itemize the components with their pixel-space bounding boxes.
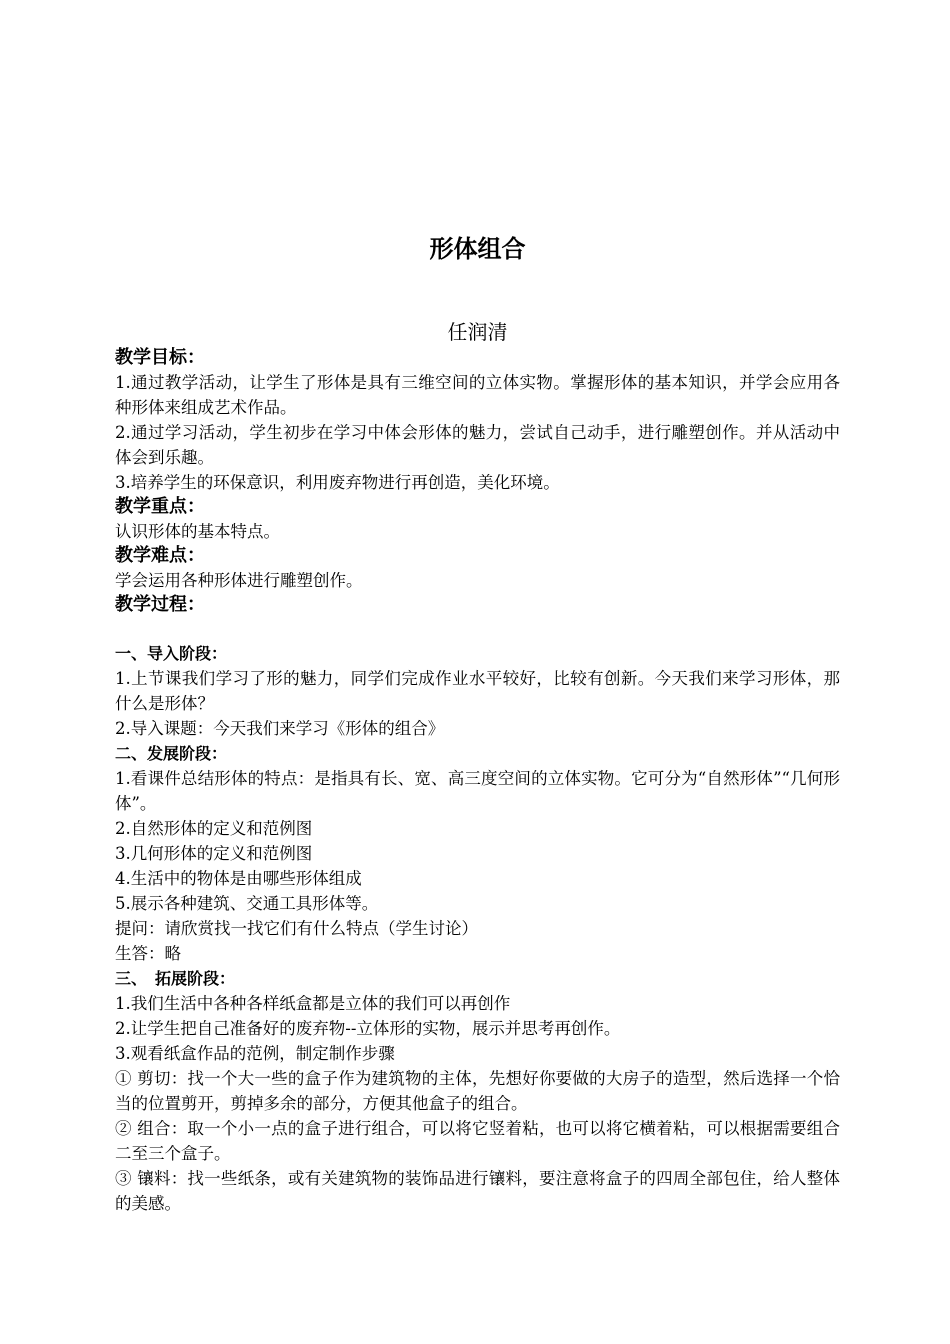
stage2-item: 提问：请欣赏找一找它们有什么特点（学生讨论） xyxy=(115,919,478,938)
stage3-item: ② 组合：取一个小一点的盒子进行组合，可以将它竖着粘，也可以将它横着粘，可以根据需要组合二至三个盒子。 xyxy=(115,1119,840,1163)
stage3-item: 1.我们生活中各种各样纸盒都是立体的我们可以再创作 xyxy=(115,994,511,1013)
spacer xyxy=(115,617,840,641)
key-points-heading: 教学重点： xyxy=(115,496,205,517)
document-page xyxy=(115,232,840,1216)
difficulties-text: 学会运用各种形体进行雕塑创作。 xyxy=(115,571,363,590)
author-name: 任润清 xyxy=(447,320,508,344)
objective-item: 3.培养学生的环保意识，利用废弃物进行再创造，美化环境。 xyxy=(115,473,560,492)
stage1-item: 1.上节课我们学习了形的魅力，同学们完成作业水平较好，比较有创新。今天我们来学习形体，那什么是形体？ xyxy=(115,669,840,713)
stage2-item: 3.几何形体的定义和范例图 xyxy=(115,844,313,863)
stage1-heading: 一、导入阶段： xyxy=(115,644,228,663)
process-heading: 教学过程： xyxy=(115,594,205,615)
stage2-item: 5.展示各种建筑、交通工具形体等。 xyxy=(115,894,379,913)
stage3-item: 2.让学生把自己准备好的废弃物--立体形的实物，展示并思考再创作。 xyxy=(115,1019,621,1038)
stage3-item: ③ 镶料：找一些纸条，或有关建筑物的装饰品进行镶料，要注意将盒子的四周全部包住，给人整体的美感。 xyxy=(115,1169,840,1213)
stage3-item: 3.观看纸盒作品的范例，制定制作步骤 xyxy=(115,1044,395,1063)
key-points-text: 认识形体的基本特点。 xyxy=(115,522,280,541)
objectives-heading: 教学目标： xyxy=(115,347,205,368)
objective-item: 2.通过学习活动，学生初步在学习中体会形体的魅力，尝试自己动手，进行雕塑创作。并从活动中体会到乐趣。 xyxy=(115,423,840,467)
stage2-item: 4.生活中的物体是由哪些形体组成 xyxy=(115,869,362,888)
objective-item: 1.通过教学活动，让学生了形体是具有三维空间的立体实物。掌握形体的基本知识，并学会应用各种形体来组成艺术作品。 xyxy=(115,373,840,417)
stage3-item: ① 剪切：找一个大一些的盒子作为建筑物的主体，先想好你要做的大房子的造型，然后选择一个恰当的位置剪开，剪掉多余的部分，方便其他盒子的组合。 xyxy=(115,1069,840,1113)
stage2-item: 1.看课件总结形体的特点：是指具有长、宽、高三度空间的立体实物。它可分为“自然形体”“几何形体”。 xyxy=(115,769,840,813)
document-title: 形体组合 xyxy=(429,235,526,263)
stage2-item: 生答：略 xyxy=(115,944,181,963)
stage1-item: 2.导入课题：今天我们来学习《形体的组合》 xyxy=(115,719,445,738)
stage2-heading: 二、发展阶段： xyxy=(115,744,228,763)
difficulties-heading: 教学难点： xyxy=(115,545,205,566)
stage2-item: 2.自然形体的定义和范例图 xyxy=(115,819,313,838)
stage3-heading: 三、 拓展阶段： xyxy=(115,969,236,988)
